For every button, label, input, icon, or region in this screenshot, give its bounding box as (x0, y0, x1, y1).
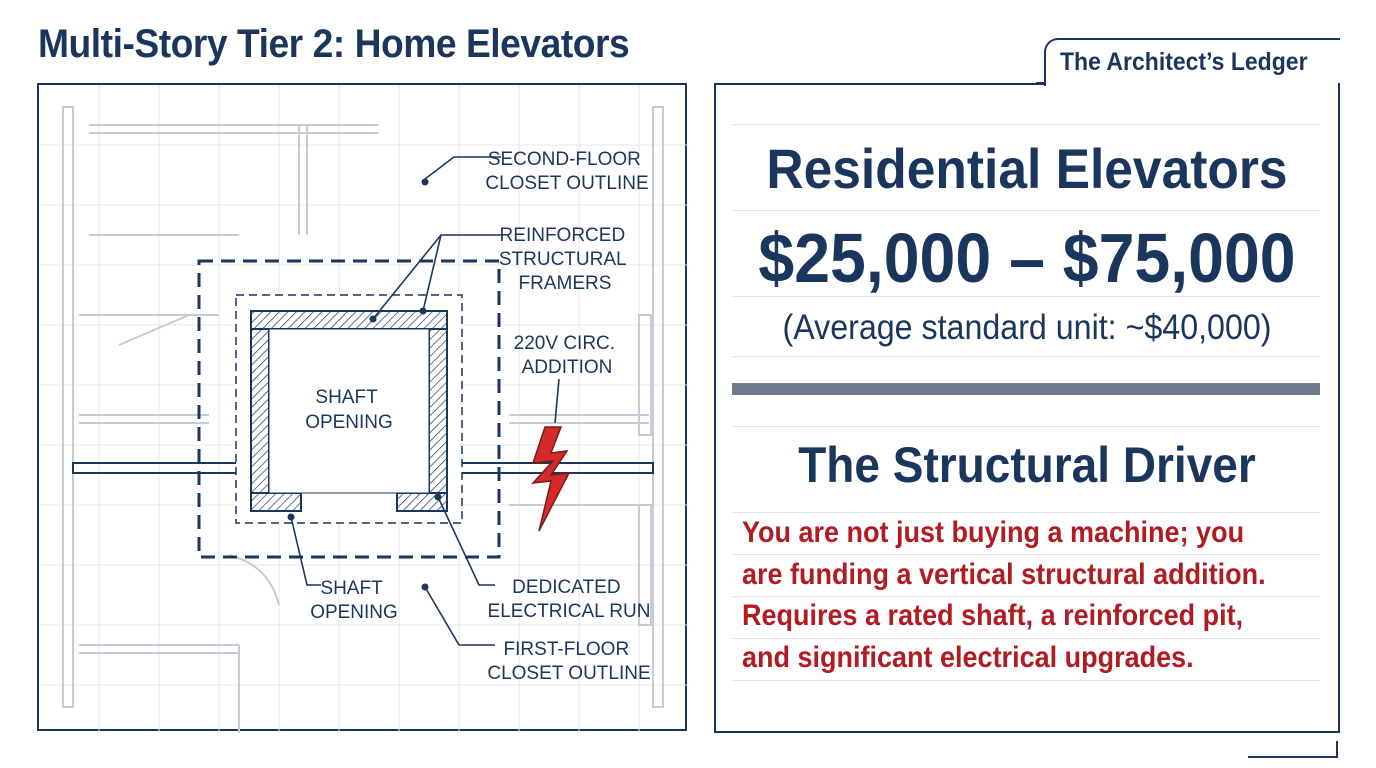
info-panel-top-border (714, 83, 1044, 85)
callout-reinforced-framers: REINFORCED STRUCTURAL FRAMERS (498, 225, 626, 294)
section-divider (732, 383, 1320, 395)
blueprint-panel (37, 83, 687, 731)
shaft-center-label: SHAFT OPENING (305, 387, 393, 433)
driver-title: The Structural Driver (798, 437, 1256, 493)
driver-body (742, 512, 1282, 678)
driver-line: are funding a vertical structural addition. (742, 557, 1266, 591)
callout-first-floor-closet: FIRST-FLOOR CLOSET OUTLINE (487, 639, 651, 684)
brand-label: The Architect’s Ledger (1060, 48, 1308, 76)
callout-electrical-run: DEDICATED ELECTRICAL RUN (487, 577, 651, 622)
ruled-line (732, 210, 1320, 211)
callout-circuit-addition: 220V CIRC. ADDITION (513, 333, 616, 378)
blueprint-drawing (39, 85, 689, 733)
ruled-line (732, 426, 1320, 427)
ruled-line (732, 124, 1320, 125)
callout-shaft-opening: SHAFT OPENING (310, 578, 398, 623)
ruled-line (732, 356, 1320, 357)
corner-mark (1248, 741, 1338, 758)
average-note: (Average standard unit: ~$40,000) (782, 308, 1272, 347)
shaft-opening-area (269, 329, 429, 493)
driver-line: and significant electrical upgrades. (742, 640, 1194, 674)
ruled-line (732, 680, 1320, 681)
callout-second-floor-closet: SECOND-FLOOR CLOSET OUTLINE (485, 149, 649, 194)
info-title: Residential Elevators (766, 137, 1288, 200)
page-title: Multi-Story Tier 2: Home Elevators (38, 22, 630, 66)
driver-line: Requires a rated shaft, a reinforced pit, (742, 599, 1244, 632)
price-range: $25,000 – $75,000 (758, 219, 1296, 297)
driver-line: You are not just buying a machine; you (742, 516, 1245, 549)
lightning-bolt-icon (533, 427, 569, 531)
